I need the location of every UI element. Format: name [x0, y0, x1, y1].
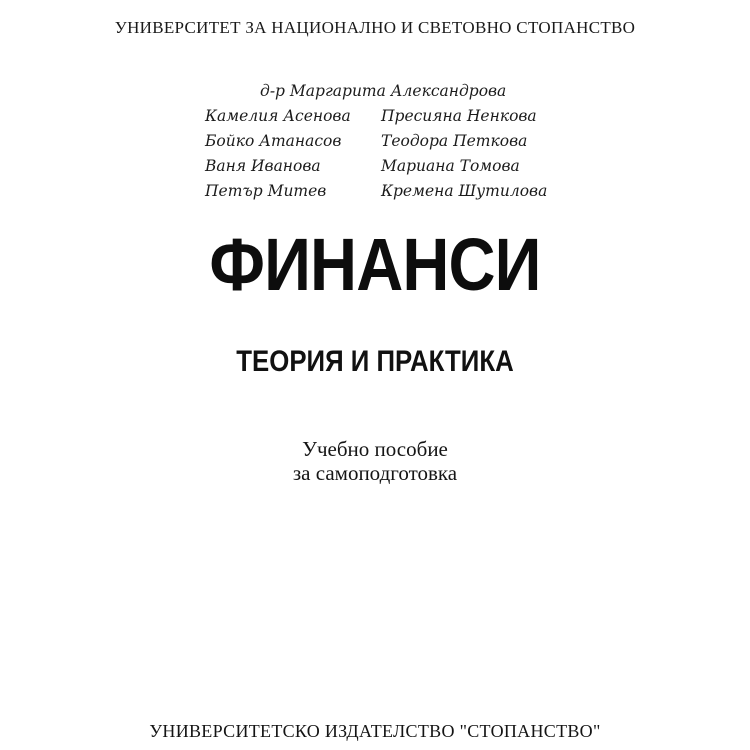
book-type-line-2: за самоподготовка [292, 461, 458, 485]
author-right-3: Мариана Томова [381, 157, 520, 175]
author-right-2: Теодора Петкова [381, 132, 528, 150]
book-subtitle: ТЕОРИЯ И ПРАКТИКА [236, 345, 514, 378]
author-right-4: Кремена Шутилова [381, 182, 548, 200]
book-title: ФИНАНСИ [209, 223, 541, 306]
book-type-line-1: Учебно пособие [302, 437, 448, 461]
author-left-3: Ваня Иванова [205, 157, 321, 175]
lead-author: д-р Маргарита Александрова [260, 82, 507, 100]
author-right-1: Пресияна Ненкова [381, 107, 537, 125]
publisher-name: УНИВЕРСИТЕТСКО ИЗДАТЕЛСТВО "СТОПАНСТВО" [149, 721, 601, 741]
author-left-4: Петър Митев [205, 182, 327, 200]
institution-name: УНИВЕРСИТЕТ ЗА НАЦИОНАЛНО И СВЕТОВНО СТОПАНСТВО [114, 18, 636, 37]
author-left-2: Бойко Атанасов [205, 132, 342, 150]
author-left-1: Камелия Асенова [205, 107, 351, 125]
